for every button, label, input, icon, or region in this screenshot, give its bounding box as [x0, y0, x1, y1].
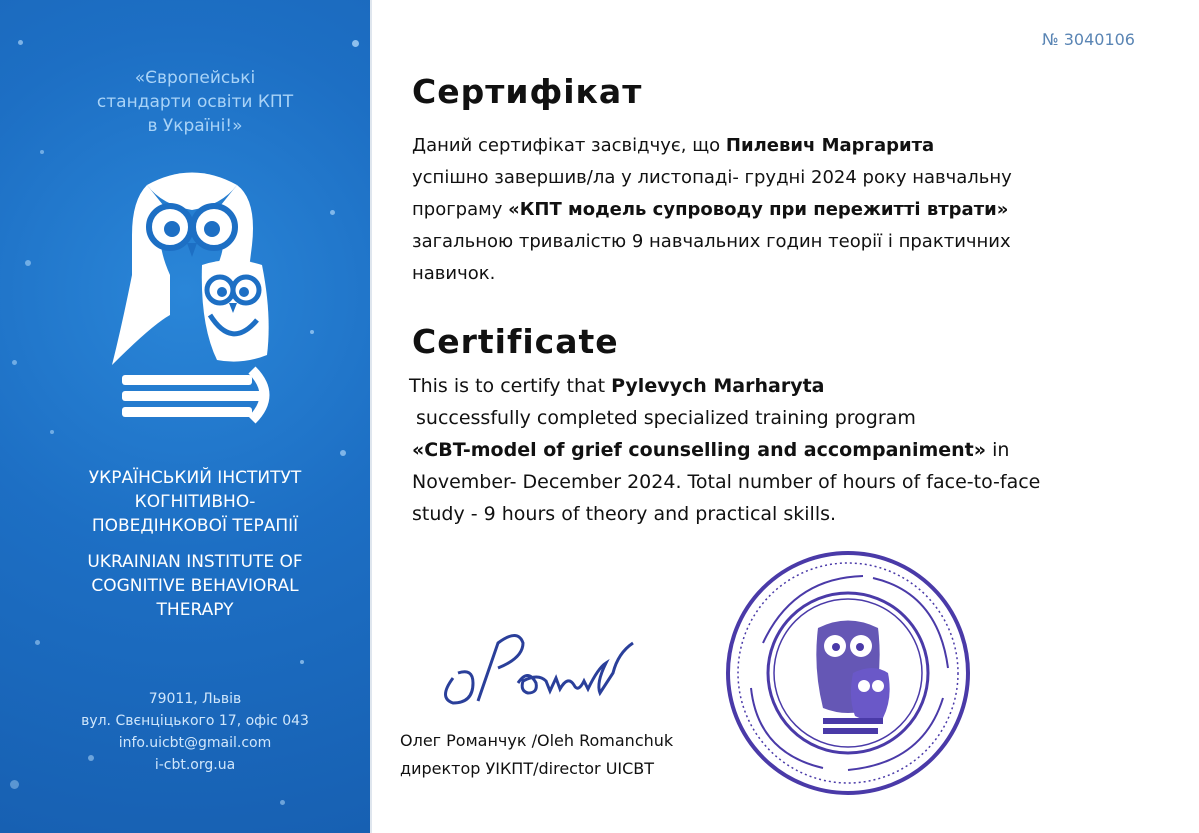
institute-name-ua: УКРАЇНСЬКИЙ ІНСТИТУТ КОГНІТИВНО- ПОВЕДІНКОВОЇ ТЕРАПІЇ — [88, 468, 302, 536]
program-name-ua: «КПТ модель супроводу при пережитті втрати» — [508, 199, 1009, 220]
address-block: 79011, Львів вул. Свєнціцького 17, офіс 043 info.uicbt@gmail.com i-cbt.org.ua — [81, 691, 309, 773]
panel-divider — [370, 0, 372, 833]
signatory-name: Олег Романчук /Oleh Romanchuk — [400, 731, 674, 750]
recipient-name-ua: Пилевич Маргарита — [725, 135, 935, 156]
body-ua: Даний сертифікат засвідчує, що Пилевич Маргарита успішно завершив/ла у листопаді- грудні 2024 року навчальну програму «КПТ модель супроводу при пережитті втрати» загальною тривалістю 9 навчальних годин теорії і практичних навичок. — [412, 135, 1012, 284]
title-en: Certificate — [412, 322, 619, 361]
tagline: «Європейські стандарти освіти КПТ в Україні!» — [96, 68, 294, 136]
program-name-en: «CBT-model of grief counselling and accompaniment» — [412, 439, 987, 461]
owl-logo-icon — [92, 165, 292, 425]
signatory — [400, 727, 673, 783]
official-stamp-icon — [723, 548, 973, 798]
body-en: This is to certify that Pylevych Marharyta successfully completed specialized training program «CBT-model of grief counselling and accompaniment» in November- December 2024. Total number of hours of face-to-face study - 9 hours of theory and practical skills. — [409, 375, 1041, 525]
certificate-number: № 3040106 — [1042, 30, 1135, 49]
signatory-position: директор УІКПТ/director UICBT — [400, 759, 655, 778]
signature-icon — [428, 623, 638, 713]
institute-name-en: UKRAINIAN INSTITUTE OF COGNITIVE BEHAVIORAL THERAPY — [87, 552, 303, 620]
recipient-name-en: Pylevych Marharyta — [611, 375, 825, 397]
title-ua: Сертифікат — [412, 72, 643, 111]
left-panel — [0, 0, 370, 833]
